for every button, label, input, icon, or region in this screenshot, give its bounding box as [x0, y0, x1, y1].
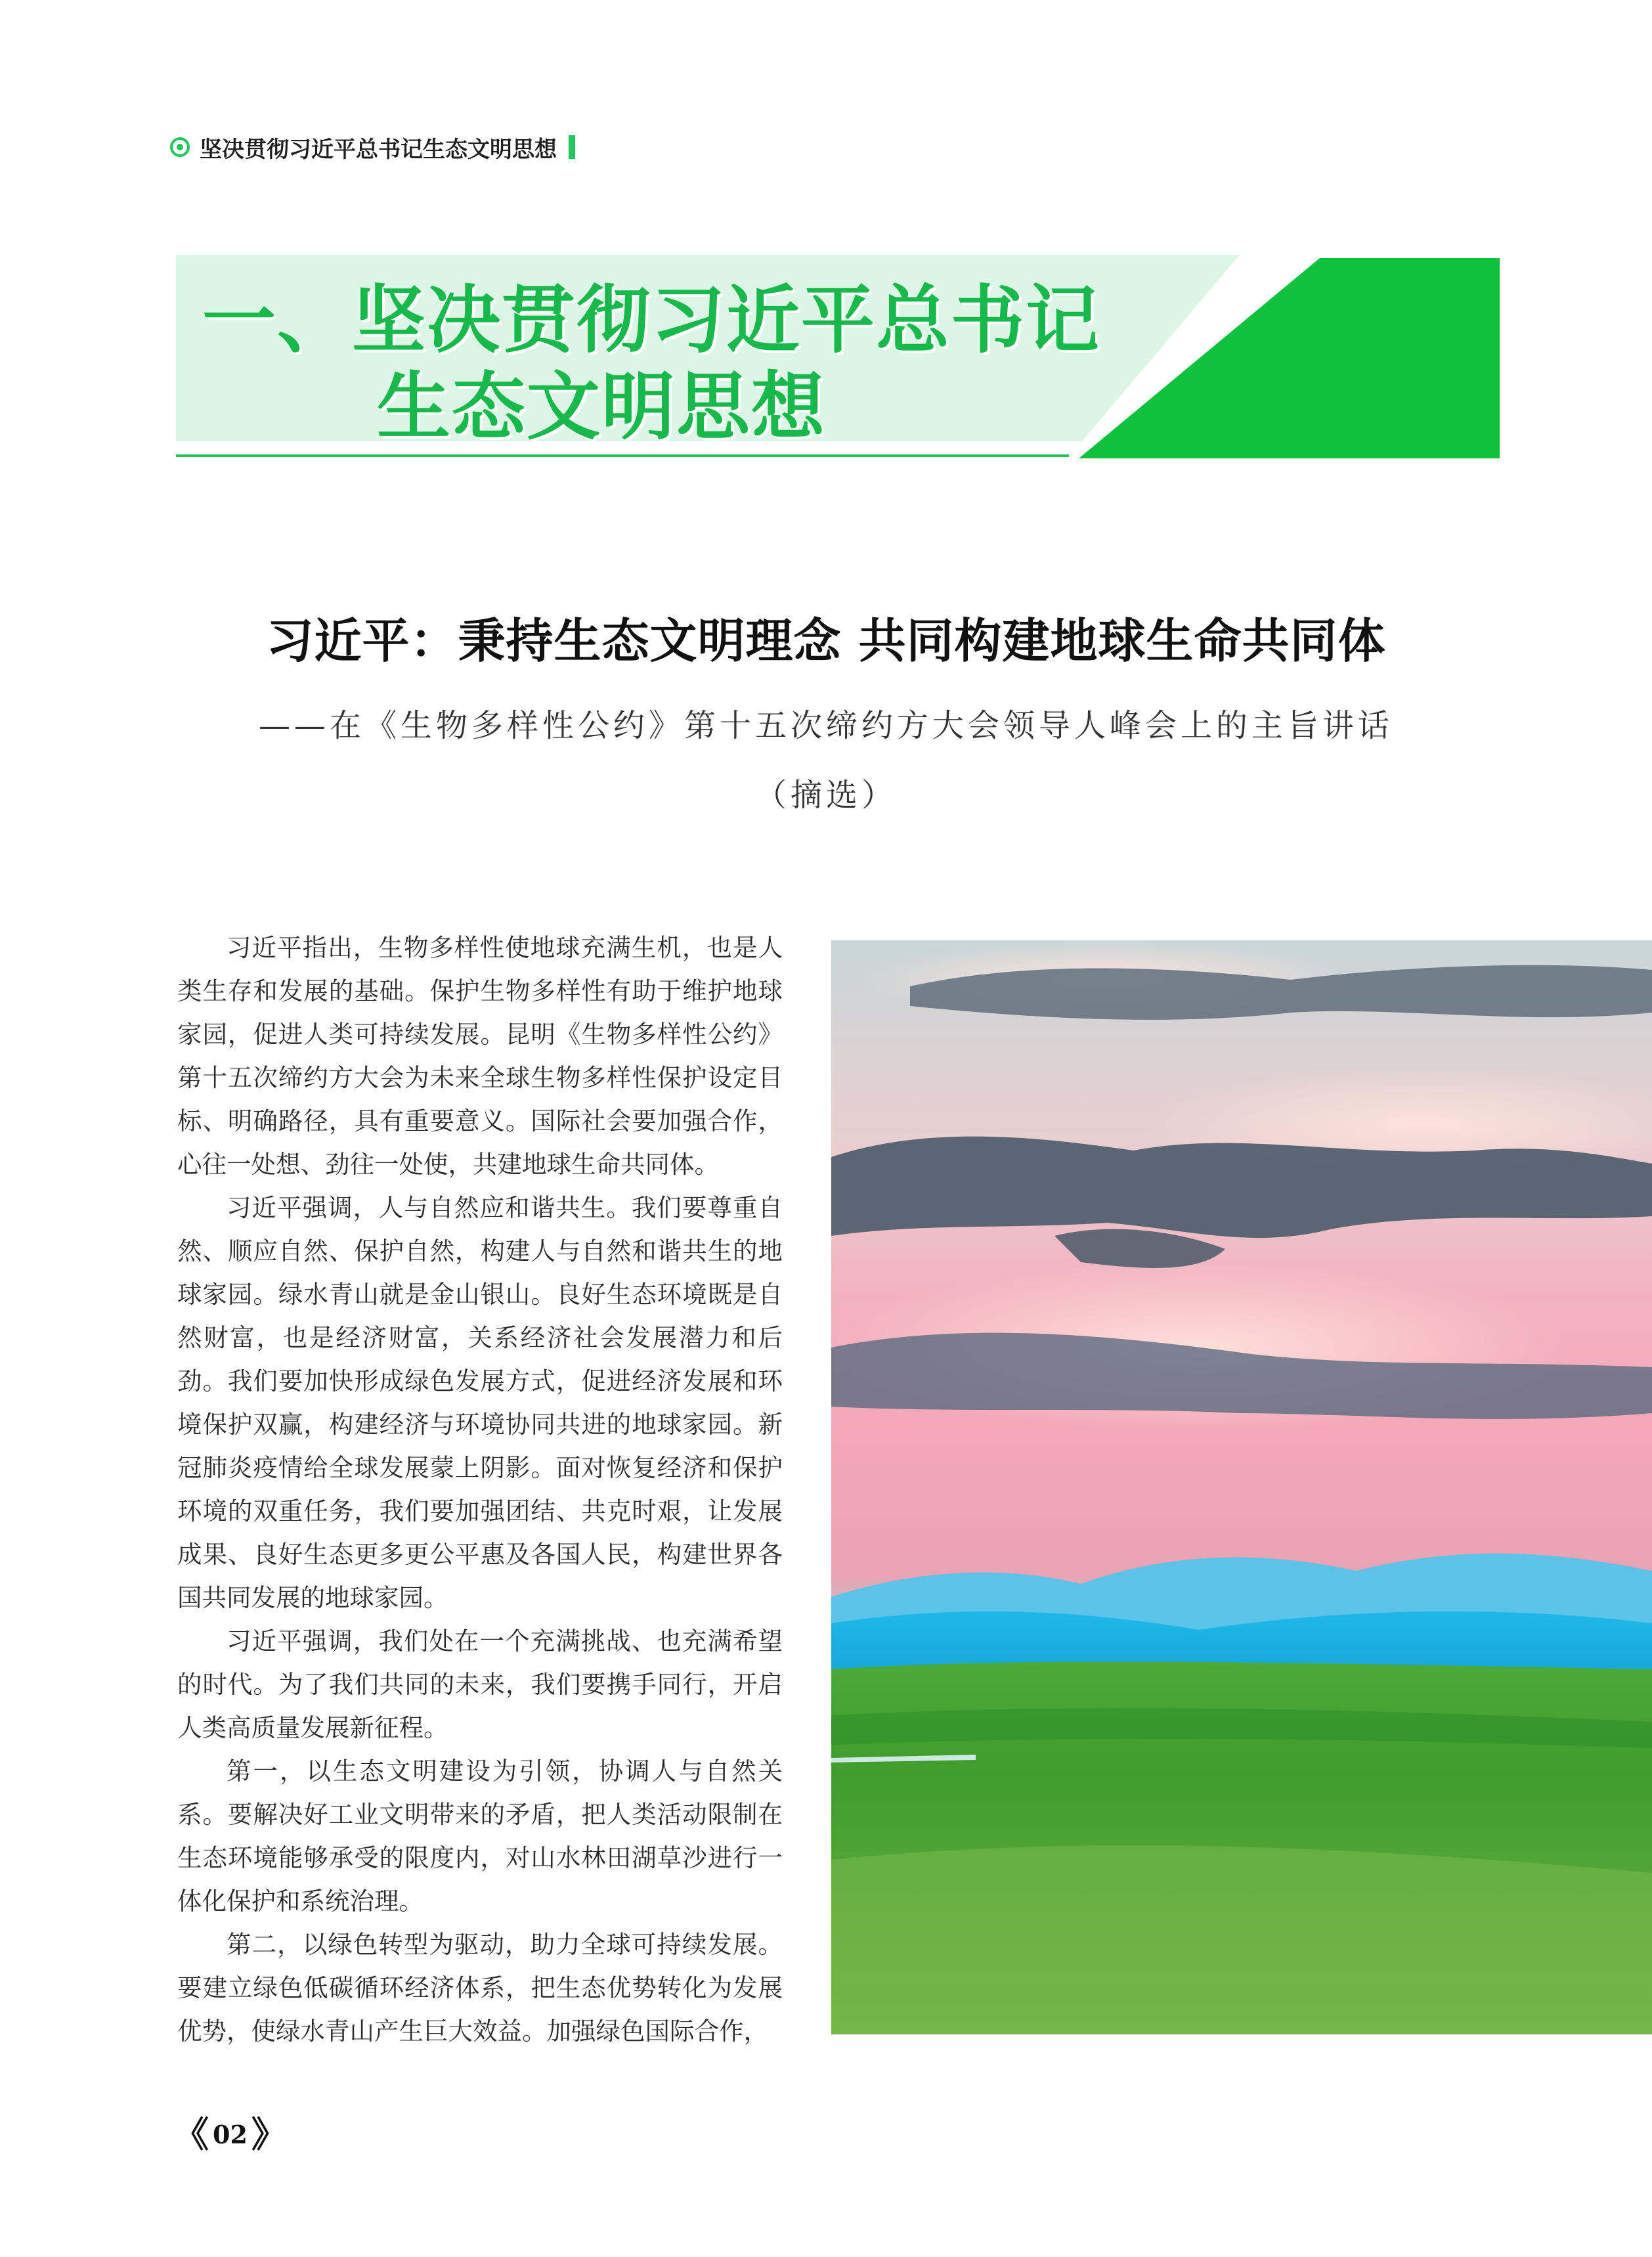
section-banner	[176, 255, 1500, 458]
header-accent-bar	[569, 135, 575, 159]
paragraph: 习近平指出，生物多样性使地球充满生机，也是人类生存和发展的基础。保护生物多样性有助于维护地球家园，促进人类可持续发展。昆明《生物多样性公约》第十五次缔约方大会为未来全球生物多样性保护设定目标、明确路径，具有重要意义。国际社会要加强合作，心往一处想、劲往一处使，共建地球生命共同体。	[177, 933, 783, 1179]
article-title: 习近平：秉持生态文明理念 共同构建地球生命共同体	[266, 613, 1386, 668]
target-icon	[169, 137, 190, 158]
paragraph: 第一，以生态文明建设为引领，协调人与自然关系。要解决好工业文明带来的矛盾，把人类活动限制在生态环境能够承受的限度内，对山水林田湖草沙进行一体化保护和系统治理。	[177, 1757, 783, 1916]
page-number	[173, 2113, 287, 2155]
article-subtitle: ——在《生物多样性公约》第十五次缔约方大会领导人峰会上的主旨讲话	[258, 707, 1393, 744]
section-title-line2: 生态文明思想	[377, 364, 826, 450]
running-header-text: 坚决贯彻习近平总书记生态文明思想	[200, 136, 557, 163]
running-header	[169, 129, 575, 165]
grassland-sunset-photo	[831, 940, 1652, 2034]
right-chevron-icon: 》	[251, 2113, 287, 2155]
paragraph: 习近平强调，人与自然应和谐共生。我们要尊重自然、顺应自然、保护自然，构建人与自然和谐共生的地球家园。绿水青山就是金山银山。良好生态环境既是自然财富，也是经济财富，关系经济社会发展潜力和后劲。我们要加快形成绿色发展方式，促进经济发展和环境保护双赢，构建经济与环境协同共进的地球家园。新冠肺炎疫情给全球发展蒙上阴影。面对恢复经济和保护环境的双重任务，我们要加强团结、共克时艰，让发展成果、良好生态更多更公平惠及各国人民，构建世界各国共同发展的地球家园。	[177, 1193, 783, 1612]
article-body	[177, 926, 783, 2053]
article-note: （摘选）	[754, 777, 897, 814]
page-number-value: 02	[213, 2119, 248, 2149]
paragraph: 习近平强调，我们处在一个充满挑战、也充满希望的时代。为了我们共同的未来，我们要携手同行，开启人类高质量发展新征程。	[177, 1627, 783, 1742]
section-title-line1: 一、坚决贯彻习近平总书记	[202, 278, 1100, 363]
paragraph: 第二，以绿色转型为驱动，助力全球可持续发展。要建立绿色低碳循环经济体系，把生态优势转化为发展优势，使绿水青山产生巨大效益。加强绿色国际合作，	[177, 1930, 783, 2046]
section-title	[202, 277, 1100, 450]
left-chevron-icon: 《	[173, 2113, 209, 2155]
